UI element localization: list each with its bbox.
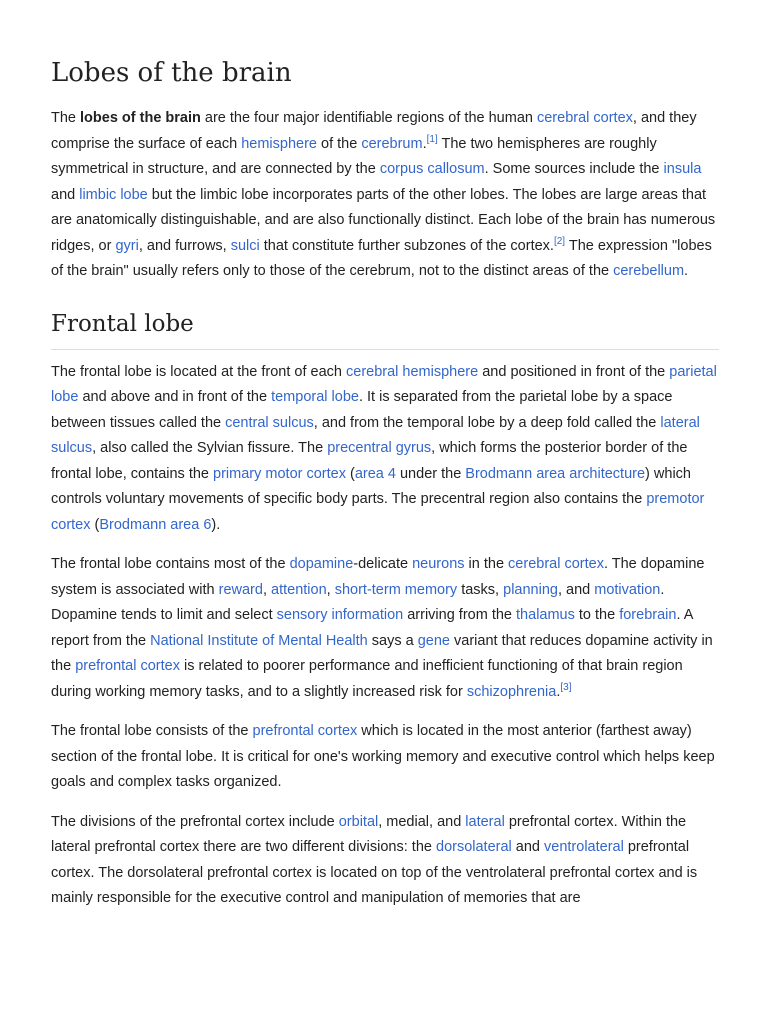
text-run: . — [556, 683, 561, 700]
link-sulci[interactable]: sulci — [230, 237, 260, 254]
link-prefrontal-cortex[interactable]: prefrontal cortex — [75, 658, 180, 674]
link-lateral-sulcus[interactable]: lateral sulcus — [51, 414, 700, 456]
text-run: -delicate — [353, 556, 413, 572]
text-run: The two hemispheres are roughly symmetrical in structure, and are connected by the — [51, 135, 657, 177]
link-hemisphere[interactable]: hemisphere — [241, 135, 317, 152]
text-run: and — [511, 839, 545, 855]
text-run: to the — [574, 607, 620, 623]
link-area-4[interactable]: area 4 — [354, 465, 396, 482]
text-run: . Dopamine tends to limit and select — [51, 581, 665, 623]
text-run: under the — [395, 465, 466, 482]
text-run: The divisions of the prefrontal cortex include — [51, 813, 339, 830]
text-run: . Some sources include the — [484, 161, 664, 177]
text-run: The expression "lobes of the brain" usually refers only to those of the cerebrum, not to the distinct areas of the — [51, 237, 712, 279]
text-run: , which forms the posterior border of the frontal lobe, contains the — [51, 440, 688, 482]
link-dopamine[interactable]: dopamine — [289, 556, 354, 572]
link-neurons[interactable]: neurons — [412, 556, 465, 572]
text-run: , and they comprise the surface of each — [51, 110, 697, 152]
link-national-institute-of-mental-health[interactable]: National Institute of Mental Health — [150, 632, 368, 649]
text-run: The frontal lobe consists of the — [51, 723, 253, 739]
text-run: and above and in front of the — [78, 389, 272, 405]
link-temporal-lobe[interactable]: temporal lobe — [271, 389, 359, 405]
link-cerebral-hemisphere[interactable]: cerebral hemisphere — [346, 363, 479, 380]
text-run: tasks, — [457, 581, 504, 598]
text-run: ) which controls voluntary movements of specific body parts. The precentral region also contains the — [51, 465, 691, 507]
link-parietal-lobe[interactable]: parietal lobe — [51, 363, 717, 405]
text-run: The frontal lobe is located at the front of each — [51, 363, 347, 380]
text-run: . It is separated from the parietal lobe by a space between tissues called the — [51, 389, 673, 431]
link-brodmann-area-architecture[interactable]: Brodmann area architecture — [465, 465, 646, 482]
text-run: , — [326, 581, 335, 598]
text-run: and positioned in front of the — [478, 363, 670, 380]
link-limbic-lobe[interactable]: limbic lobe — [79, 186, 148, 203]
reference-1 — [427, 134, 438, 145]
link-cerebral-cortex[interactable]: cerebral cortex — [536, 110, 633, 126]
link-dorsolateral[interactable]: dorsolateral — [436, 839, 512, 855]
text-run: ( — [90, 516, 100, 533]
text-run: is related to poorer performance and inefficient functioning of that brain region during working memory tasks, and to a slightly increased risk for — [51, 658, 683, 700]
text-run: prefrontal cortex. The dorsolateral prefrontal cortex is located on top of the ventrolateral prefrontal cortex and is mainly responsible for the executive control and manipulation of memories that are — [51, 839, 698, 906]
frontal-lobe-paragraph-4 — [51, 810, 719, 912]
section-heading-frontal-lobe: Frontal lobe — [51, 307, 719, 350]
link-corpus-callosum[interactable]: corpus callosum — [379, 161, 485, 177]
text-run: , and from the temporal lobe by a deep fold called the — [313, 414, 661, 431]
link-lateral[interactable]: lateral — [465, 813, 505, 830]
link-cerebellum[interactable]: cerebellum — [613, 263, 685, 279]
text-run: ). — [211, 516, 221, 533]
text-run: says a — [367, 632, 418, 649]
link-thalamus[interactable]: thalamus — [516, 607, 575, 623]
text-run: but the limbic lobe incorporates parts of the other lobes. The lobes are large areas that are anatomically distinguishable, and are also functionally distinct. Each lobe of the brain has numerous ridges, or — [51, 186, 716, 254]
reference-link[interactable]: [3] — [560, 681, 572, 693]
text-run: are the four major identifiable regions of the human — [200, 110, 537, 126]
link-gyri[interactable]: gyri — [115, 237, 139, 254]
reference-3 — [560, 682, 571, 693]
text-run: . — [422, 135, 427, 152]
text-run: which is located in the most anterior (farthest away) section of the frontal lobe. It is critical for one's working memory and executive control which helps keep goals and complex tasks organized. — [51, 723, 715, 790]
reference-2 — [554, 236, 565, 247]
text-run: , also called the Sylvian fissure. The — [92, 440, 328, 456]
text-run: and — [51, 186, 80, 203]
link-orbital[interactable]: orbital — [338, 813, 379, 830]
link-ventrolateral[interactable]: ventrolateral — [544, 839, 624, 855]
link-short-term-memory[interactable]: short-term memory — [334, 581, 458, 598]
link-reward[interactable]: reward — [218, 581, 263, 598]
link-planning[interactable]: planning — [503, 581, 558, 598]
link-forebrain[interactable]: forebrain — [619, 607, 677, 623]
text-run: prefrontal cortex. Within the lateral prefrontal cortex there are two different divisions: the — [51, 813, 687, 855]
reference-link[interactable]: [1] — [426, 133, 438, 145]
link-premotor-cortex[interactable]: premotor cortex — [51, 491, 705, 533]
link-cerebral-cortex[interactable]: cerebral cortex — [508, 556, 604, 572]
text-run: arriving from the — [403, 607, 517, 623]
link-motivation[interactable]: motivation — [594, 581, 661, 598]
link-gene[interactable]: gene — [417, 632, 450, 649]
text-run: of the — [316, 135, 362, 152]
link-sensory-information[interactable]: sensory information — [276, 607, 404, 623]
text-run: in the — [464, 556, 509, 572]
bold-term: lobes of the brain — [80, 110, 201, 126]
text-run: variant that reduces dopamine activity in the — [51, 632, 713, 674]
frontal-lobe-paragraph-3 — [51, 719, 719, 796]
link-schizophrenia[interactable]: schizophrenia — [466, 683, 557, 700]
intro-paragraph — [51, 106, 719, 285]
text-run: The — [51, 110, 81, 126]
link-prefrontal-cortex[interactable]: prefrontal cortex — [252, 723, 358, 739]
text-run: . A report from the — [51, 607, 693, 649]
frontal-lobe-paragraph-2 — [51, 552, 719, 705]
link-insula[interactable]: insula — [663, 161, 702, 177]
link-central-sulcus[interactable]: central sulcus — [225, 414, 314, 431]
text-run: that constitute further subzones of the cortex. — [259, 237, 554, 254]
text-run: ( — [345, 465, 355, 482]
page-title: Lobes of the brain — [51, 58, 292, 88]
text-run: , — [262, 581, 272, 598]
link-precentral-gyrus[interactable]: precentral gyrus — [327, 440, 432, 456]
link-primary-motor-cortex[interactable]: primary motor cortex — [213, 465, 346, 482]
text-run: , and — [557, 581, 595, 598]
frontal-lobe-paragraph-1 — [51, 360, 719, 539]
link-brodmann-area-6[interactable]: Brodmann area 6 — [99, 516, 212, 533]
link-attention[interactable]: attention — [271, 581, 327, 598]
text-run: . The dopamine system is associated with — [51, 556, 705, 598]
text-run: , medial, and — [378, 813, 466, 830]
text-run: . — [684, 263, 689, 279]
text-run: The frontal lobe contains most of the — [51, 556, 290, 572]
article — [51, 54, 719, 926]
link-cerebrum[interactable]: cerebrum — [361, 135, 423, 152]
text-run: , and furrows, — [138, 237, 231, 254]
reference-link[interactable]: [2] — [553, 235, 566, 247]
